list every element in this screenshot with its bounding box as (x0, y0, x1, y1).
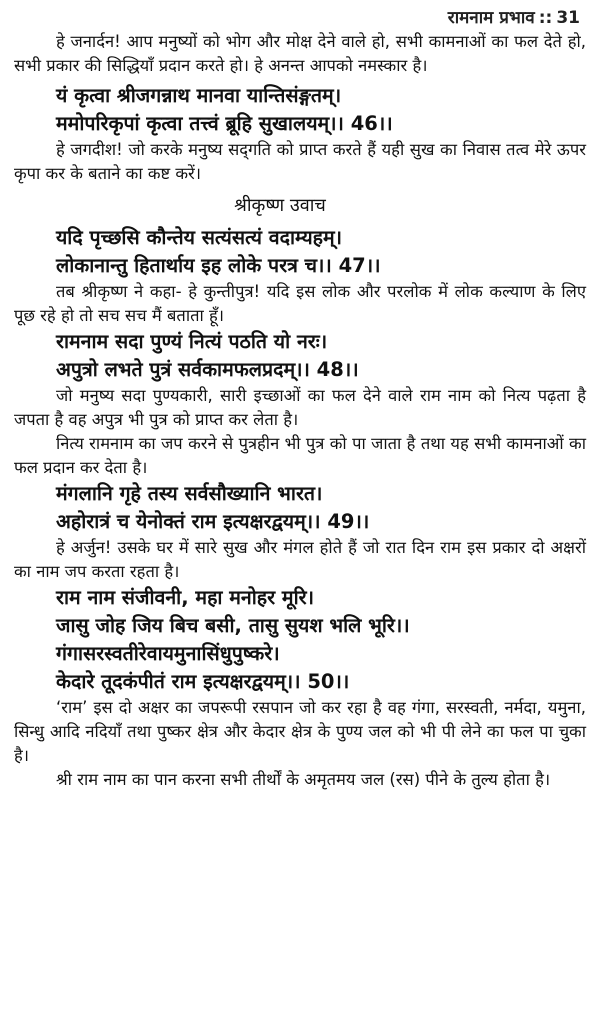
couplet-line-1: राम नाम संजीवनी, महा मनोहर मूरि। (56, 586, 314, 609)
speaker-heading: श्रीकृष्ण उवाच (234, 195, 326, 216)
paragraph-8: श्री राम नाम का पान करना सभी तीर्थों के अमृतमय जल (रस) पीने के तुल्य होता है। (56, 770, 551, 789)
verse-49-line-1: मंगलानि गृहे तस्य सर्वसौख्यानि भारत। (56, 482, 323, 505)
couplet-line-2: जासु जोह जिय बिच बसी, तासु सुयश भलि भूरि।। (56, 614, 410, 637)
header-separator: :: (538, 8, 553, 28)
verse-48-line-2: अपुत्रो लभते पुत्रं सर्वकामफलप्रदम्।। 48।। (56, 358, 359, 381)
verse-46-line-2: ममोपरिकृपां कृत्वा तत्त्वं ब्रूहि सुखालयम्।। 46।। (56, 112, 393, 135)
paragraph-7: ‘राम’ इस दो अक्षर का जपरूपी रसपान जो कर रहा है वह गंगा, सरस्वती, नर्मदा, यमुना, सिन्धु आदि नदियाँ तथा पुष्कर क्षेत्र और केदार क्षेत्र के पुण्य जल को भी पी लेने का फल पा चुका है। (14, 698, 586, 765)
verse-49-line-2: अहोरात्रं च येनोक्तं राम इत्यक्षरद्वयम्।। 49।। (56, 510, 370, 533)
page-number: 31 (556, 8, 580, 28)
paragraph-4: जो मनुष्य सदा पुण्यकारी, सारी इच्छाओं का फल देने वाले राम नाम को नित्य पढ़ता है जपता है वह अपुत्र भी पुत्र को प्राप्त कर लेता है। (14, 386, 586, 429)
verse-46-line-1: यं कृत्वा श्रीजगन्नाथ मानवा यान्तिसंङ्गतम्। (56, 84, 342, 107)
paragraph-2: हे जगदीश! जो करके मनुष्य सद्‌गति को प्राप्त करते हैं यही सुख का निवास तत्व मेरे ऊपर कृपा कर के बताने का कष्ट करें। (14, 140, 586, 183)
paragraph-5: नित्य रामनाम का जप करने से पुत्रहीन भी पुत्र को पा जाता है तथा यह सभी कामनाओं का फल प्रदान कर देता है। (14, 434, 586, 477)
verse-50-line-2: केदारे तूदकंपीतं राम इत्यक्षरद्वयम्।। 50।। (56, 670, 350, 693)
verse-47-line-1: यदि पृच्छसि कौन्तेय सत्यंसत्यं वदाम्यहम्। (56, 226, 343, 249)
verse-48-line-1: रामनाम सदा पुण्यं नित्यं पठति यो नरः। (56, 330, 328, 353)
header-title: रामनाम प्रभाव (447, 8, 535, 28)
verse-50-line-1: गंगासरस्वतीरेवायमुनासिंधुपुष्करे। (56, 642, 280, 665)
verse-47-line-2: लोकानान्तु हितार्थाय इह लोके परत्र च।। 47।। (56, 254, 381, 277)
paragraph-1: हे जनार्दन! आप मनुष्यों को भोग और मोक्ष देने वाले हो, सभी कामनाओं का फल देते हो, सभी प्रकार की सिद्धियाँ प्रदान करते हो। हे अनन्त आपको नमस्कार है। (14, 32, 586, 75)
paragraph-6: हे अर्जुन! उसके घर में सारे सुख और मंगल होते हैं जो रात दिन राम इस प्रकार दो अक्षरों का नाम जप करता रहता है। (14, 538, 586, 581)
running-header (14, 6, 586, 30)
paragraph-3: तब श्रीकृष्ण ने कहा- हे कुन्तीपुत्र! यदि इस लोक और परलोक में लोक कल्याण के लिए पूछ रहे हो तो सच सच मैं बताता हूँ। (14, 282, 586, 325)
